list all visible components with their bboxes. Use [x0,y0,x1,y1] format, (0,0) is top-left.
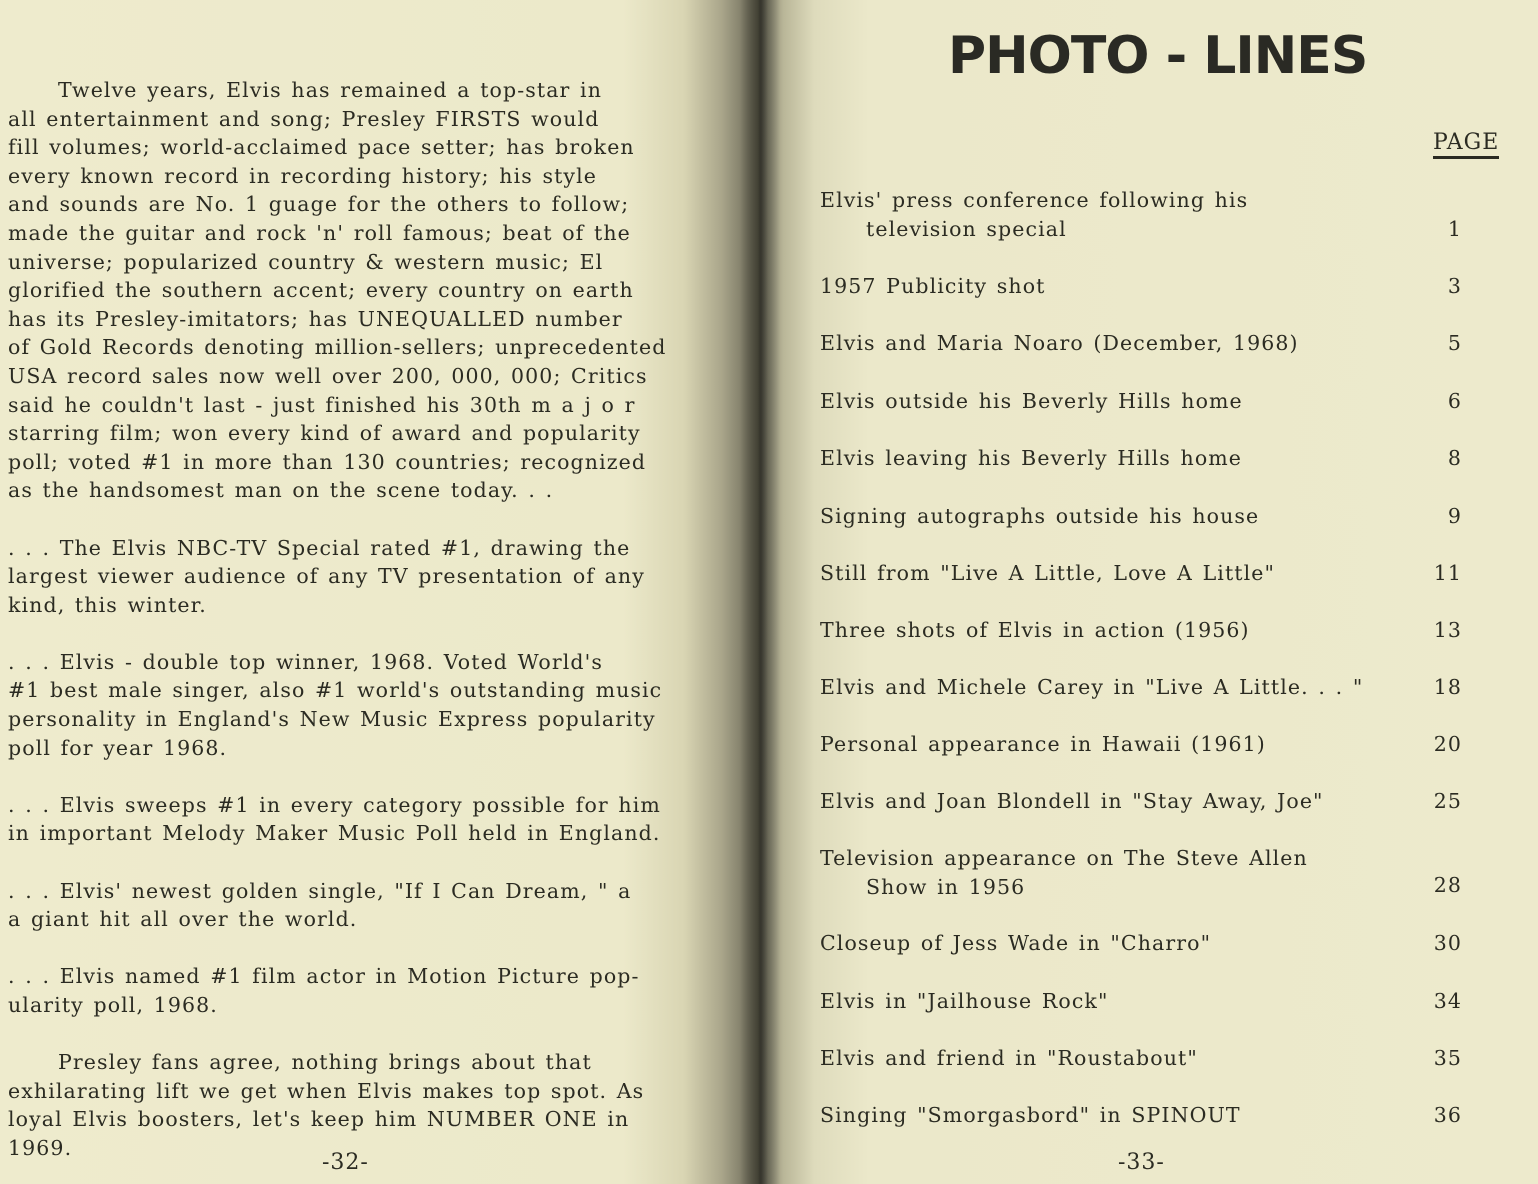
toc-entry-title: Elvis leaving his Beverly Hills home [820,446,1243,470]
text-line: . . . Elvis sweeps #1 in every category possible for him [8,792,661,817]
text-line: of Gold Records denoting million-sellers; unprecedented [8,335,667,360]
text-line: has its Presley-imitators; has UNEQUALLED number [8,306,623,331]
toc-entry-page: 34 [1433,989,1462,1013]
text-line: . . . Elvis named #1 film actor in Motion Picture pop- [8,964,640,989]
text-line: made the guitar and rock 'n' roll famous; beat of the [8,220,631,245]
text-line: starring film; won every kind of award and popularity [8,421,641,446]
text-line: in important Melody Maker Music Poll held in England. [8,821,661,846]
toc-entry [820,186,1480,244]
text-line: . . . Elvis' newest golden single, "If I Can Dream, " a [8,878,632,903]
toc-entry-title: Elvis' press conference following his [820,188,1249,212]
toc-entry-title-cont: Show in 1956 [866,875,1026,899]
toc-entry-title: Elvis and Michele Carey in "Live A Little. . . " [820,675,1364,699]
text-line: poll; voted #1 in more than 130 countries; recognized [8,449,647,474]
left-page-body [8,76,728,1163]
toc-entry-page: 11 [1433,561,1462,585]
text-line: glorified the southern accent; every country on earth [8,278,634,303]
toc-entry [820,673,1480,702]
toc-entry-title: Personal appearance in Hawaii (1961) [820,732,1266,756]
toc-entry [820,1101,1480,1130]
toc-entry-page: 9 [1447,504,1462,528]
paragraph-1 [8,76,728,505]
text-line: and sounds are No. 1 guage for the others to follow; [8,192,630,217]
toc-entry-title: Still from "Live A Little, Love A Little" [820,561,1276,585]
toc-entry-page: 20 [1433,732,1462,756]
toc-entry-title: Elvis and Joan Blondell in "Stay Away, Joe" [820,789,1324,813]
toc-entry-page: 35 [1433,1046,1462,1070]
toc-entry-title: Three shots of Elvis in action (1956) [820,618,1250,642]
toc-entry [820,387,1480,416]
paragraph-6 [8,962,728,1019]
toc-entry [820,502,1480,531]
text-line: loyal Elvis boosters, let's keep him NUMBER ONE in [8,1107,630,1132]
toc-entry-page: 30 [1433,931,1462,955]
text-line: as the handsomest man on the scene today. . . [8,478,554,503]
text-line: #1 best male singer, also #1 world's outstanding music [8,678,663,703]
toc-entry [820,559,1480,588]
text-line: 1969. [8,1135,73,1160]
text-line: largest viewer audience of any TV presentation of any [8,564,645,589]
paragraph-2 [8,534,728,620]
toc-entry [820,787,1480,816]
toc-entry [820,987,1480,1016]
toc-entry-page: 6 [1447,389,1462,413]
toc-entry [820,272,1480,301]
paragraph-5 [8,877,728,934]
toc-entry [820,1044,1480,1073]
toc-entry-title: Singing "Smorgasbord" in SPINOUT [820,1103,1241,1127]
toc-entry-page: 3 [1447,274,1462,298]
page-column-heading: PAGE [1433,130,1499,159]
paragraph-3 [8,648,728,762]
toc-entry-page: 36 [1433,1103,1462,1127]
toc-entry-title: 1957 Publicity shot [820,274,1046,298]
text-line: ularity poll, 1968. [8,993,218,1017]
text-line: . . . The Elvis NBC-TV Special rated #1, drawing the [8,535,631,560]
paragraph-7 [8,1048,728,1162]
toc-entry-title: Elvis and friend in "Roustabout" [820,1046,1198,1070]
page-title: PHOTO - LINES [948,26,1368,86]
toc-entry-title: Closeup of Jess Wade in "Charro" [820,931,1212,955]
toc-entry-title: Elvis and Maria Noaro (December, 1968) [820,331,1299,355]
text-line: Presley fans agree, nothing brings about that [58,1050,592,1075]
toc-entry [820,929,1480,958]
text-line: exhilarating lift we get when Elvis makes top spot. As [8,1078,645,1103]
paragraph-4 [8,791,728,848]
text-line: a giant hit all over the world. [8,907,358,932]
text-line: said he couldn't last - just finished his 30th m a j o r [8,392,636,417]
toc-entry-page: 18 [1433,675,1462,699]
toc-entry-title-cont: television special [866,217,1067,241]
toc-entry [820,329,1480,358]
text-line: all entertainment and song; Presley FIRSTS would [8,106,600,131]
text-line: universe; popularized country & western music; El [8,249,604,274]
toc-entry-page: 1 [1447,217,1462,241]
toc-entry-page: 13 [1433,618,1462,642]
toc-entry [820,844,1480,902]
toc-entry [820,444,1480,473]
toc-entry [820,616,1480,645]
toc-entry-title: Elvis outside his Beverly Hills home [820,389,1243,413]
text-line: Twelve years, Elvis has remained a top-star in [58,78,602,102]
text-line: . . . Elvis - double top winner, 1968. Voted World's [8,649,604,674]
page-number-left: -32- [322,1150,369,1175]
text-line: fill volumes; world-acclaimed pace setter; has broken [8,135,635,160]
page-number-right: -33- [1118,1150,1165,1175]
toc-entry-page: 5 [1447,331,1462,355]
text-line: personality in England's New Music Express popularity [8,707,656,732]
text-line: every known record in recording history; his style [8,163,598,188]
toc-entry-page: 8 [1447,446,1462,470]
toc-entry-page: 28 [1433,873,1462,897]
book-gutter [740,0,780,1184]
toc-entry [820,730,1480,759]
text-line: poll for year 1968. [8,735,228,760]
toc-entry-title: Television appearance on The Steve Allen [820,846,1308,870]
text-line: USA record sales now well over 200, 000, 000; Critics [8,363,648,388]
toc-entry-title: Signing autographs outside his house [820,504,1260,528]
toc-entry-title: Elvis in "Jailhouse Rock" [820,989,1109,1013]
toc-entry-page: 25 [1433,789,1462,813]
text-line: kind, this winter. [8,592,207,617]
